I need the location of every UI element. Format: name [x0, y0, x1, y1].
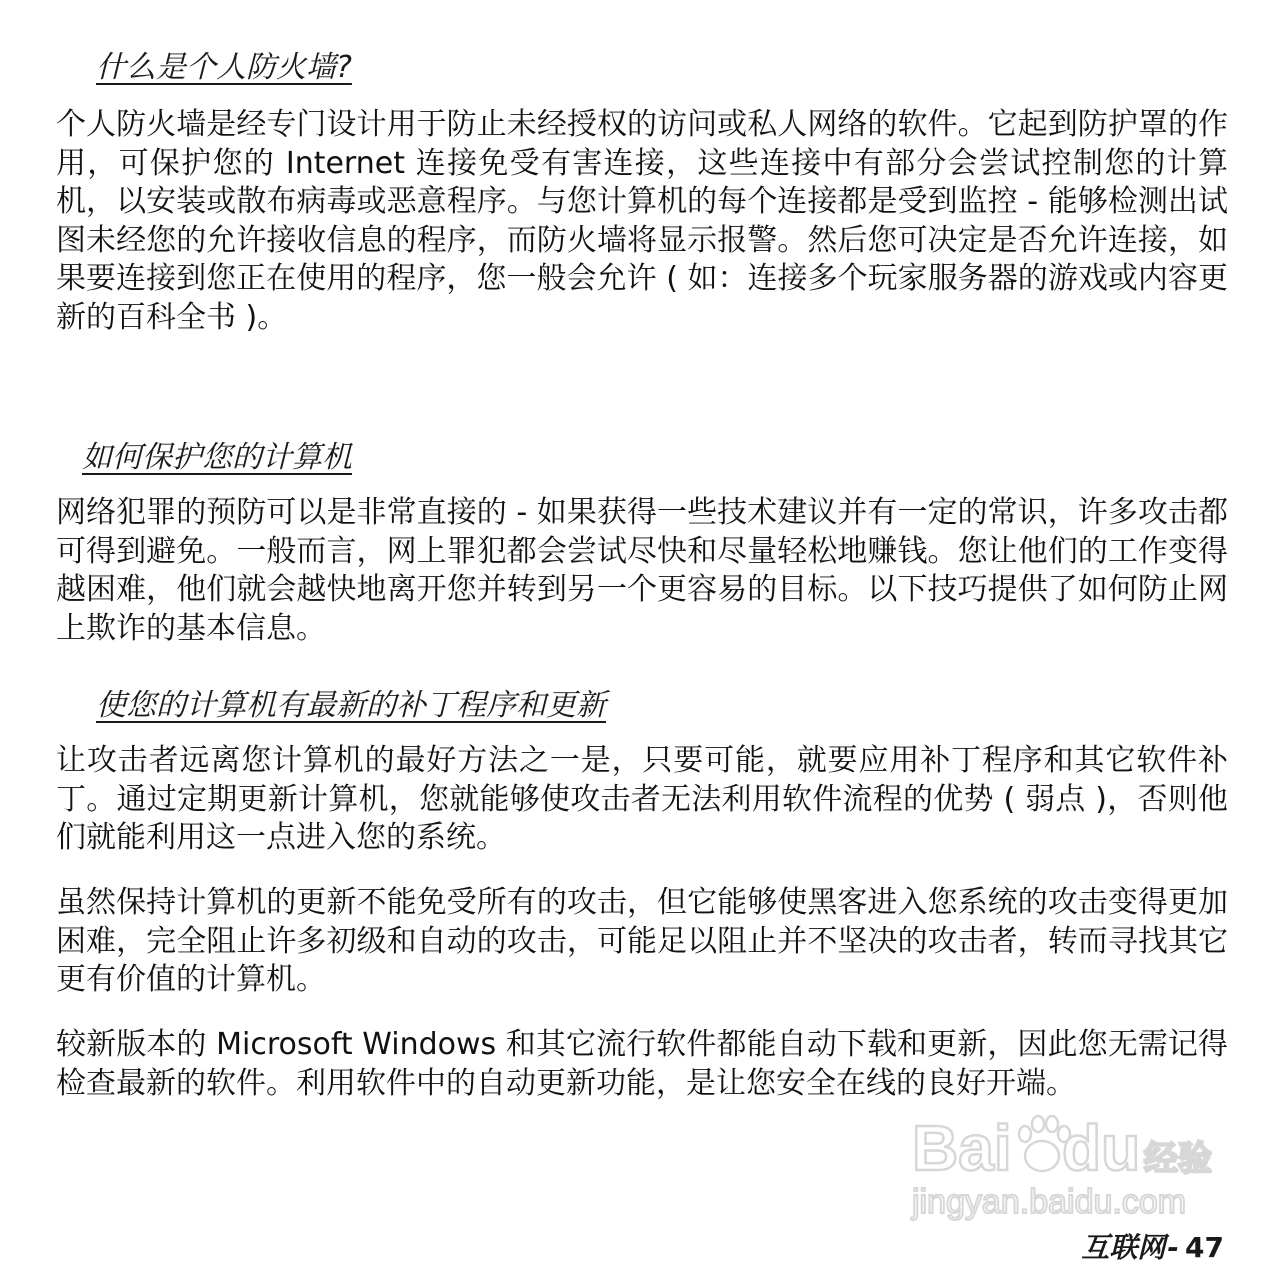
footer-section-name: 互联网 [1081, 1231, 1166, 1264]
svg-text:Bai: Bai [912, 1112, 1012, 1182]
watermark-url: jingyan.baidu.com [912, 1183, 1187, 1221]
paragraph-protect-computer: 网络犯罪的预防可以是非常直接的 - 如果获得一些技术建议并有一定的常识，许多攻击都可得到避免。一般而言，网上罪犯都会尝试尽快和尽量轻松地赚钱。您让他们的工作变得越困难，他们就会越快地离开您并转到另一个更容易的目标。以下技巧提供了如何防止网上欺诈的基本信息。 [56, 495, 1228, 646]
paragraph-personal-firewall: 个人防火墙是经专门设计用于防止未经授权的访问或私人网络的软件。它起到防护罩的作用，可保护您的 Internet 连接免受有害连接，这些连接中有部分会尝试控制您的计算机，以安装或散布病毒或恶意程序。与您计算机的每个连接都是受到监控 - 能够检测出试图未经您的允许接收信息的程序，而防火墙将显示报警。然后您可决定是否允许连接，如果要连接到您正在使用的程序，您一般会允许 ( 如：连接多个玩家服务器的游戏或内容更新的百科全书 )。 [56, 107, 1228, 335]
page-number: 47 [1185, 1231, 1224, 1264]
svg-text:经验: 经验 [1144, 1139, 1212, 1179]
paragraph-patches-3: 较新版本的 Microsoft Windows 和其它流行软件都能自动下载和更新，因此您无需记得检查最新的软件。利用软件中的自动更新功能，是让您安全在线的良好开端。 [56, 1027, 1228, 1101]
page-footer [1081, 1230, 1224, 1266]
paragraph-patches-1: 让攻击者远离您计算机的最好方法之一是，只要可能，就要应用补丁程序和其它软件补丁。通过定期更新计算机，您就能够使攻击者无法利用软件流程的优势 ( 弱点 )，否则他们就能利用这一点进入您的系统。 [56, 743, 1228, 855]
section-heading-patches-updates: 使您的计算机有最新的补丁程序和更新 [96, 688, 606, 723]
section-heading-protect-computer: 如何保护您的计算机 [82, 440, 352, 475]
svg-text:du: du [1062, 1112, 1141, 1182]
section-heading-personal-firewall: 什么是个人防火墙? [96, 50, 352, 85]
baidu-jingyan-watermark [912, 1098, 1212, 1228]
footer-separator: - [1167, 1231, 1180, 1264]
paragraph-patches-2: 虽然保持计算机的更新不能免受所有的攻击，但它能够使黑客进入您系统的攻击变得更加困难，完全阻止许多初级和自动的攻击，可能足以阻止并不坚决的攻击者，转而寻找其它更有价值的计算机。 [56, 885, 1228, 997]
baidu-logo-icon [912, 1112, 1212, 1182]
